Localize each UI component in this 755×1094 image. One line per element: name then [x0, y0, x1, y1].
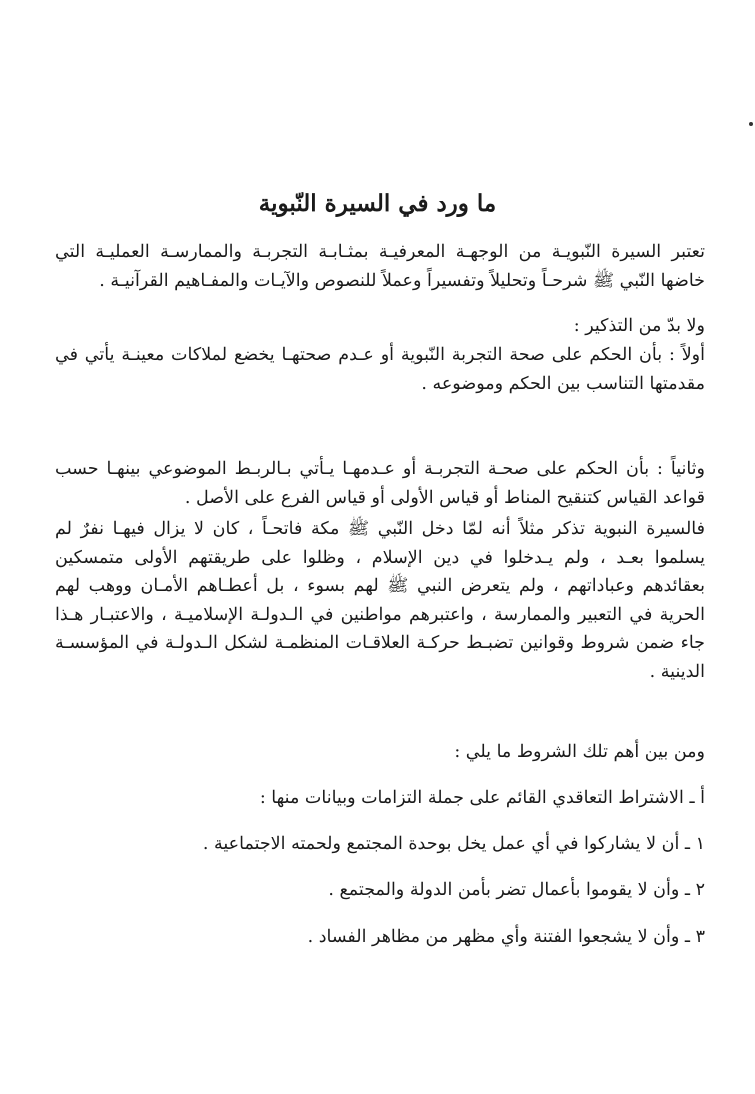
intro-paragraph: تعتبر السيرة النّبويـة من الوجهـة المعرفيـة بمثـابـة التجربـة والممارسـة العمليـة التي خاضها النّبي ﷺ شرحـاً وتحليلاً وتفسيراً وعملاً للنصوص والآيـات والمفـاهيم القرآنيـة .: [55, 242, 705, 291]
section-title: ما ورد في السيرة النّبوية: [258, 190, 497, 217]
list-heading-a: أ ـ الاشتراط التعاقدي القائم على جملة التزامات وبيانات منها :: [259, 788, 705, 808]
example-paragraph: فالسيرة النبوية تذكر مثلاً أنه لمّا دخل النّبي ﷺ مكة فاتحـاً ، كان لا يزال فيهـا نفرٌ لم يسلموا بعـد ، ولم يـدخلوا في دين الإسلام ، وظلوا على طريقتهم الأولى متمسكين بعقائدهم وعباداتهم ، ولم يتعرض النبي ﷺ لهم بسوء ، بل أعطـاهم الأمـان ووهب لهم الحرية في التعبير والممارسة ، واعتبرهم مواطنين في الـدولـة الإسلاميـة ، والاعتبـار هـذا جاء ضمن شروط وقوانين تضبـط حركـة العلاقـات المنظمـة لشكل الـدولـة في المؤسسـة الدينية .: [55, 519, 705, 682]
second-point-paragraph: وثانياً : بأن الحكم على صحـة التجربـة أو عـدمهـا يـأتي بـالربـط الموضوعي بينهـا حسب قواعد القياس كتنقيح المناط أو قياس الأولى أو قياس الفرع على الأصل .: [55, 459, 705, 508]
list-item: ٣ ـ وأن لا يشجعوا الفتنة وأي مظهر من مظاهر الفساد .: [307, 927, 705, 947]
reminder-line: ولا بدّ من التذكير :: [573, 316, 705, 336]
conditions-intro: ومن بين أهم تلك الشروط ما يلي :: [454, 742, 705, 762]
margin-mark: [749, 122, 753, 126]
first-point-paragraph: أولاً : بأن الحكم على صحة التجربة النّبوية أو عـدم صحتهـا يخضع لملاكات معينـة يأتي في مقدمتها التناسب بين الحكم وموضوعه .: [55, 345, 705, 394]
list-item: ١ ـ أن لا يشاركوا في أي عمل يخل بوحدة المجتمع ولحمته الاجتماعية .: [202, 834, 705, 854]
list-item: ٢ ـ وأن لا يقوموا بأعمال تضر بأمن الدولة والمجتمع .: [328, 880, 705, 900]
